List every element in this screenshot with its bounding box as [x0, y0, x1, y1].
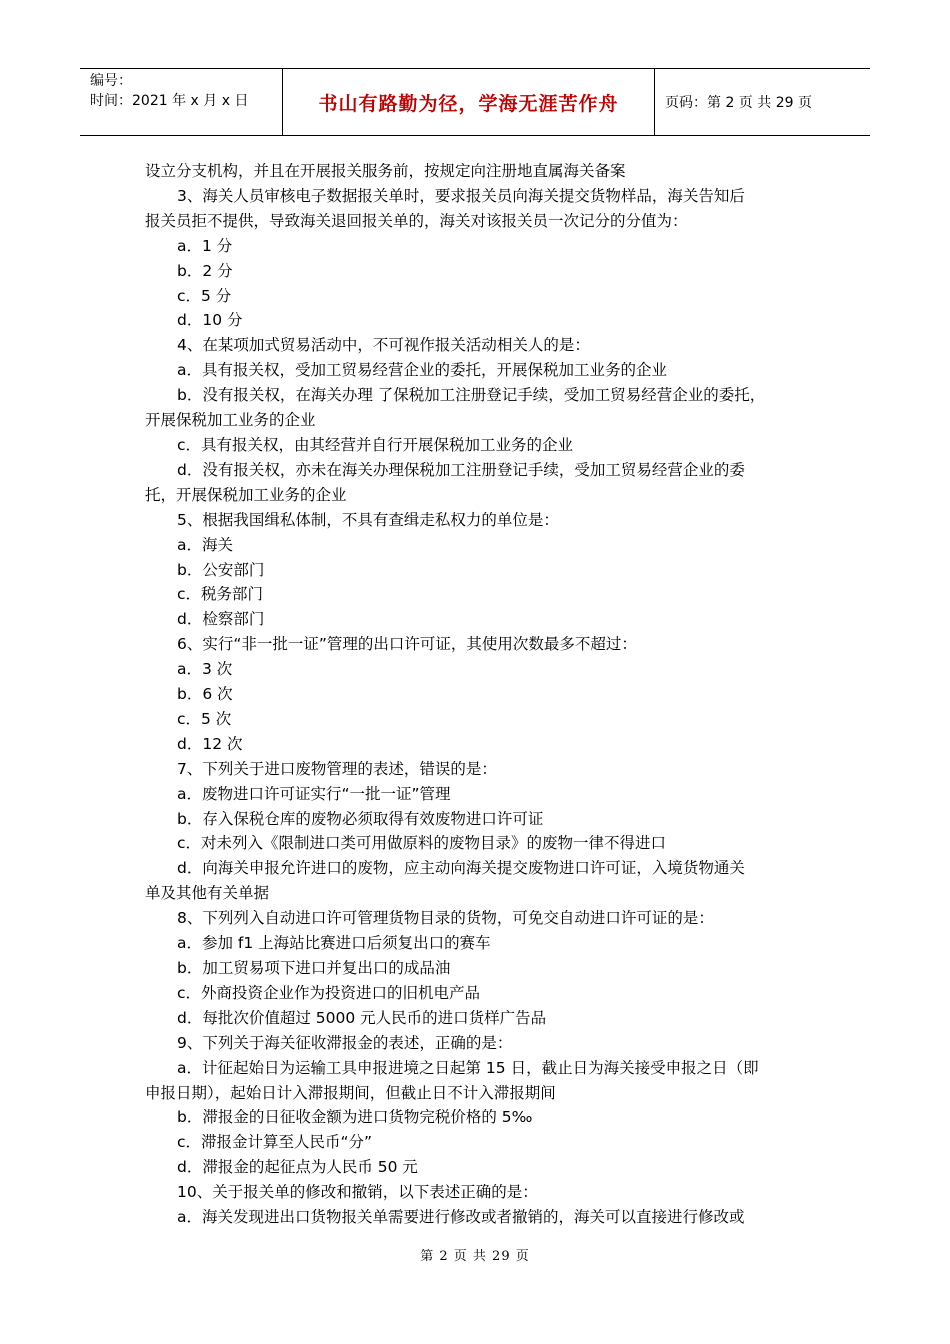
option-line: a．海关	[177, 535, 233, 554]
option-line: c．税务部门	[177, 585, 264, 604]
header-page-info: 页码：第 2 页 共 29 页	[665, 95, 812, 111]
continuation-line: 设立分支机构，并且在开展报关服务前，按规定向注册地直属海关备案	[145, 162, 626, 180]
option-line: b．没有报关权，在海关办理 了保税加工注册登记手续，受加工贸易经营企业的委托，	[177, 386, 766, 405]
question-line: 6、实行“非一批一证”管理的出口许可证，其使用次数最多不超过：	[177, 635, 637, 654]
option-line: a．参加 f1 上海站比赛进口后须复出口的赛车	[177, 934, 491, 953]
option-line: b．公安部门	[177, 560, 265, 579]
option-line: b．存入保税仓库的废物必须取得有效废物进口许可证	[177, 809, 544, 828]
option-line: a．海关发现进出口货物报关单需要进行修改或者撤销的，海关可以直接进行修改或	[177, 1208, 745, 1227]
question-line: 3、海关人员审核电子数据报关单时，要求报关员向海关提交货物样品，海关告知后	[177, 186, 745, 205]
option-line: a．具有报关权，受加工贸易经营企业的委托，开展保税加工业务的企业	[177, 361, 668, 380]
option-line: d．每批次价值超过 5000 元人民币的进口货样广告品	[177, 1008, 547, 1027]
header-page-cell	[655, 69, 870, 135]
option-line: c．对未列入《限制进口类可用做原料的废物目录》的废物一律不得进口	[177, 834, 667, 853]
document-body	[145, 159, 805, 1230]
option-line: a．计征起始日为运输工具申报进境之日起第 15 日，截止日为海关接受申报之日（即	[177, 1058, 759, 1077]
continuation-line: 托，开展保税加工业务的企业	[145, 485, 347, 504]
continuation-line: 开展保税加工业务的企业	[145, 411, 316, 430]
option-line: d．12 次	[177, 734, 243, 753]
continuation-line: 申报日期），起始日计入滞报期间，但截止日不计入滞报期间	[145, 1083, 556, 1102]
document-date: 时间：2021 年 x 月 x 日	[90, 93, 249, 109]
question-line: 4、在某项加式贸易活动中，不可视作报关活动相关人的是：	[177, 336, 590, 355]
option-line: b．加工贸易项下进口并复出口的成品油	[177, 959, 451, 977]
option-line: d．检察部门	[177, 610, 265, 629]
question-line: 8、下列列入自动进口许可管理货物目录的货物，可免交自动进口许可证的是：	[177, 909, 714, 928]
option-line: c．具有报关权，由其经营并自行开展保税加工业务的企业	[177, 435, 574, 454]
page-footer: 第 2 页 共 29 页	[420, 1249, 530, 1264]
document-number-label: 编号：	[90, 73, 132, 89]
option-line: d．向海关申报允许进口的废物，应主动向海关提交废物进口许可证，入境货物通关	[177, 859, 745, 878]
option-line: d．滞报金的起征点为人民币 50 元	[177, 1158, 418, 1177]
option-line: a．废物进口许可证实行“一批一证”管理	[177, 784, 451, 803]
header-motto: 书山有路勤为径，学海无涯苦作舟	[318, 92, 619, 115]
continuation-line: 报关员拒不提供，导致海关退回报关单的，海关对该报关员一次记分的分值为：	[145, 211, 688, 230]
option-line: b．2 分	[177, 261, 233, 280]
option-line: c．滞报金计算至人民币“分”	[177, 1133, 373, 1152]
question-line: 9、下列关于海关征收滞报金的表述，正确的是：	[177, 1033, 513, 1052]
option-line: a．1 分	[177, 236, 233, 255]
question-line: 7、下列关于进口废物管理的表述，错误的是：	[177, 759, 497, 778]
option-line: c．5 次	[177, 709, 232, 728]
continuation-line: 单及其他有关单据	[145, 884, 270, 903]
header-meta	[80, 69, 283, 135]
header-motto-cell	[283, 69, 655, 135]
page-header	[80, 68, 870, 136]
option-line: b．滞报金的日征收金额为进口货物完税价格的 5‰	[177, 1108, 533, 1127]
option-line: b．6 次	[177, 685, 233, 704]
option-line: c．5 分	[177, 286, 232, 305]
option-line: c．外商投资企业作为投资进口的旧机电产品	[177, 983, 481, 1002]
option-line: d．没有报关权，亦未在海关办理保税加工注册登记手续，受加工贸易经营企业的委	[177, 460, 745, 479]
option-line: a．3 次	[177, 660, 233, 679]
question-line: 5、根据我国缉私体制，不具有查缉走私权力的单位是：	[177, 510, 559, 529]
option-line: d．10 分	[177, 311, 243, 330]
question-line: 10、关于报关单的修改和撤销，以下表述正确的是：	[177, 1183, 538, 1202]
